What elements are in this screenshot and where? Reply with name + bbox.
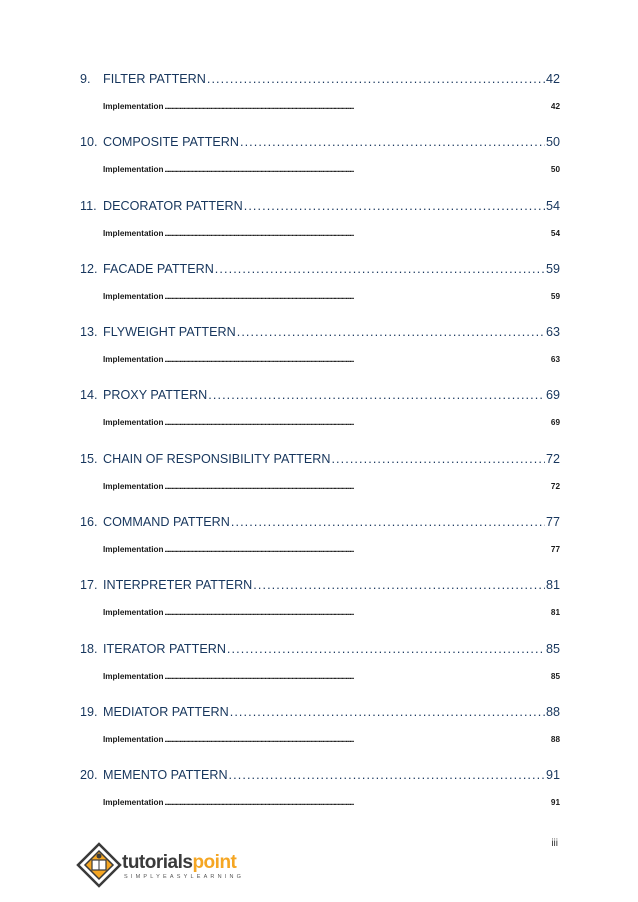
logo-wordmark — [122, 852, 236, 874]
toc-sub-page: 72 — [550, 481, 560, 491]
toc-title: COMMAND PATTERN — [103, 515, 230, 530]
dot-leader — [165, 102, 550, 111]
table-of-contents — [80, 72, 560, 832]
dot-leader — [165, 545, 550, 554]
toc-entry — [80, 388, 560, 451]
toc-number: 12. — [80, 261, 98, 276]
dot-leader — [253, 578, 545, 592]
tutorialspoint-logo-icon — [76, 842, 122, 888]
toc-number: 15. — [80, 451, 98, 466]
toc-link[interactable] — [80, 452, 560, 474]
dot-leader — [331, 452, 545, 466]
toc-page: 88 — [545, 704, 560, 719]
dot-leader — [227, 642, 545, 656]
toc-title: INTERPRETER PATTERN — [103, 578, 253, 593]
toc-link[interactable] — [80, 768, 560, 790]
toc-link[interactable] — [80, 262, 560, 284]
toc-number: 17. — [80, 578, 98, 593]
toc-link[interactable] — [80, 578, 560, 600]
toc-sub-page: 88 — [550, 734, 560, 744]
dot-leader — [165, 672, 550, 681]
toc-number: 16. — [80, 515, 98, 530]
dot-leader — [165, 608, 550, 617]
dot-leader — [165, 229, 550, 238]
toc-sub-page: 91 — [550, 798, 560, 808]
toc-sub-page: 77 — [550, 545, 560, 555]
toc-link[interactable] — [80, 642, 560, 664]
logo-tagline: SIMPLYEASYLEARNING — [124, 874, 245, 880]
toc-entry — [80, 72, 560, 135]
toc-number: 10. — [80, 135, 98, 150]
logo-text-part2: point — [192, 852, 237, 873]
toc-page: 54 — [545, 198, 560, 213]
toc-number: 14. — [80, 388, 98, 403]
dot-leader — [230, 705, 545, 719]
toc-page: 63 — [545, 325, 560, 340]
toc-title: CHAIN OF RESPONSIBILITY PATTERN — [103, 451, 331, 466]
toc-sub-link[interactable] — [103, 418, 560, 432]
dot-leader — [165, 165, 550, 174]
toc-number: 11. — [80, 198, 97, 213]
toc-sub-page: 63 — [550, 355, 560, 365]
toc-entry — [80, 262, 560, 325]
toc-entry — [80, 705, 560, 768]
toc-page: 91 — [545, 768, 560, 783]
toc-title: FLYWEIGHT PATTERN — [103, 325, 236, 340]
toc-entry — [80, 199, 560, 262]
dot-leader — [165, 355, 550, 364]
dot-leader — [237, 325, 545, 339]
toc-sub-page: 42 — [550, 102, 560, 111]
toc-title: COMPOSITE PATTERN — [103, 135, 239, 150]
toc-sub-title: Implementation — [103, 418, 164, 428]
dot-leader — [229, 768, 545, 782]
toc-number: 18. — [80, 641, 98, 656]
toc-page: 42 — [545, 72, 560, 86]
toc-entry — [80, 578, 560, 641]
toc-title: DECORATOR PATTERN — [103, 198, 243, 213]
toc-sub-title: Implementation — [103, 102, 164, 111]
toc-link[interactable] — [80, 199, 560, 221]
toc-link[interactable] — [80, 72, 560, 94]
toc-sub-page: 54 — [550, 228, 560, 238]
toc-title: FACADE PATTERN — [103, 261, 214, 276]
toc-sub-page: 59 — [550, 291, 560, 301]
toc-sub-page: 81 — [550, 608, 560, 618]
toc-page: 69 — [545, 388, 560, 403]
toc-sub-title: Implementation — [103, 608, 164, 618]
dot-leader — [240, 135, 545, 149]
toc-sub-link[interactable] — [103, 355, 560, 369]
toc-sub-link[interactable] — [103, 165, 560, 179]
toc-page: 81 — [545, 578, 560, 593]
dot-leader — [207, 72, 545, 86]
toc-sub-link[interactable] — [103, 735, 560, 749]
toc-link[interactable] — [80, 705, 560, 727]
toc-entry — [80, 452, 560, 515]
toc-link[interactable] — [80, 515, 560, 537]
dot-leader — [165, 735, 550, 744]
toc-entry — [80, 642, 560, 705]
toc-sub-title: Implementation — [103, 734, 164, 744]
toc-link[interactable] — [80, 135, 560, 157]
toc-sub-title: Implementation — [103, 671, 164, 681]
logo-text-part1: tutorials — [122, 852, 193, 873]
toc-sub-link[interactable] — [103, 672, 560, 686]
toc-page: 59 — [545, 261, 560, 276]
dot-leader — [231, 515, 545, 529]
dot-leader — [165, 418, 550, 427]
dot-leader — [244, 199, 545, 213]
toc-sub-link[interactable] — [103, 229, 560, 243]
toc-title: ITERATOR PATTERN — [103, 641, 226, 656]
toc-page: 50 — [545, 135, 560, 150]
toc-sub-title: Implementation — [103, 228, 164, 238]
toc-sub-link[interactable] — [103, 292, 560, 306]
toc-sub-link[interactable] — [103, 545, 560, 559]
toc-sub-title: Implementation — [103, 291, 164, 301]
toc-sub-title: Implementation — [103, 165, 164, 175]
toc-page: 77 — [545, 515, 560, 530]
toc-page: 85 — [545, 641, 560, 656]
toc-sub-link[interactable] — [103, 608, 560, 622]
toc-link[interactable] — [80, 388, 560, 410]
toc-number: 19. — [80, 704, 98, 719]
dot-leader — [208, 388, 545, 402]
page-number: iii — [551, 838, 558, 849]
toc-title: MEDIATOR PATTERN — [103, 704, 229, 719]
toc-number: 9. — [80, 72, 91, 86]
toc-sub-link[interactable] — [103, 482, 560, 496]
toc-title: FILTER PATTERN — [103, 72, 206, 86]
toc-entry — [80, 515, 560, 578]
toc-sub-title: Implementation — [103, 798, 164, 808]
dot-leader — [165, 798, 550, 807]
toc-link[interactable] — [80, 325, 560, 347]
toc-entry — [80, 135, 560, 198]
toc-number: 20. — [80, 768, 98, 783]
toc-entry — [80, 768, 560, 831]
toc-sub-page: 85 — [550, 671, 560, 681]
toc-number: 13. — [80, 325, 98, 340]
toc-title: MEMENTO PATTERN — [103, 768, 228, 783]
toc-sub-title: Implementation — [103, 355, 164, 365]
toc-sub-title: Implementation — [103, 545, 164, 555]
toc-sub-page: 69 — [550, 418, 560, 428]
toc-title: PROXY PATTERN — [103, 388, 208, 403]
toc-sub-link[interactable] — [103, 798, 560, 812]
toc-entry — [80, 325, 560, 388]
tutorialspoint-logo — [76, 842, 246, 890]
dot-leader — [165, 292, 550, 301]
toc-sub-title: Implementation — [103, 481, 164, 491]
toc-sub-page: 50 — [550, 165, 560, 175]
toc-sub-link[interactable] — [103, 102, 560, 116]
dot-leader — [215, 262, 545, 276]
toc-page: 72 — [545, 451, 560, 466]
dot-leader — [165, 482, 550, 491]
